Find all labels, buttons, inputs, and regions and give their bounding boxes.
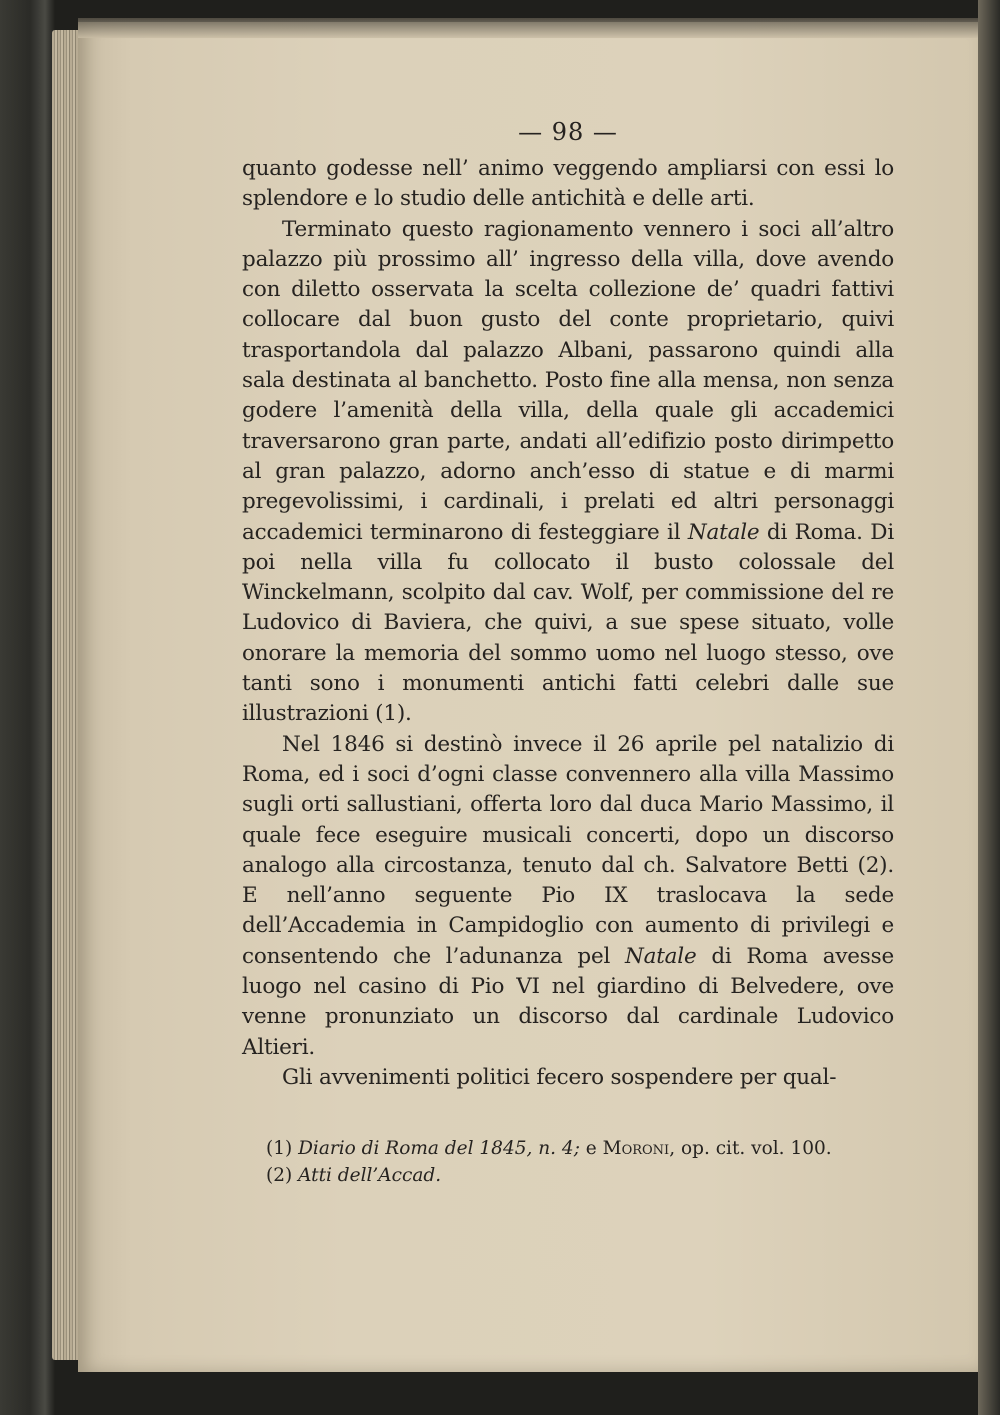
italic-text: Diario di Roma del 1845, n. 4;	[298, 1138, 580, 1160]
paragraph	[242, 154, 894, 215]
author-name: Moroni,	[602, 1138, 676, 1160]
footnote	[266, 1135, 894, 1162]
text-run: (2)	[266, 1165, 299, 1187]
italic-text: Natale	[687, 519, 760, 545]
paragraph	[242, 215, 894, 730]
text-run: e	[579, 1138, 603, 1160]
italic-text: Atti dell’Accad.	[298, 1165, 442, 1187]
text-run: op. cit. vol. 100.	[675, 1138, 832, 1160]
paragraph	[242, 1063, 894, 1093]
text-run: Terminato questo ragionamento vennero i soci all’altro palazzo più prossimo all’ ingresso della villa, dove avendo con diletto osservata la scelta collezione de’ quadri fattivi collocare dal buon gusto del conte proprietario, quivi trasportandola dal palazzo Albani, passarono quindi alla sala destinata al banchetto. Posto fine alla mensa, non senza godere l’amenità della villa, della quale gli accademici traversarono gran parte, andati all’edifizio posto dirimpetto al gran palazzo, adorno anch’esso di statue e di marmi pregevolissimi, i cardinali, i prelati ed altri personaggi accademici terminarono di festeggiare il	[242, 216, 894, 545]
page-content	[242, 118, 894, 1189]
page-top-shadow	[78, 18, 978, 38]
footnote	[266, 1162, 894, 1189]
text-run: quanto godesse nell’ animo veggendo ampliarsi con essi lo splendore e lo studio delle antichità e delle arti.	[242, 156, 894, 212]
text-run: di Roma. Di poi nella villa fu collocato il busto colossale del Winckelmann, scolpito dal cav. Wolf, per commissione del re Ludovico di Baviera, che quivi, a sue spese situato, volle onorare la memoria del sommo uomo nel luogo stesso, ove tanti sono i monumenti antichi fatti celebri dalle sue illustrazioni (1).	[242, 519, 894, 727]
text-run: Gli avvenimenti politici fecero sospendere per qual-	[282, 1064, 837, 1090]
italic-text: Natale	[625, 943, 697, 969]
paragraph	[242, 730, 894, 1063]
page-number: — 98 —	[518, 118, 618, 146]
text-run: di Roma avesse luogo nel casino di Pio VI nel giardino di Belvedere, ove venne pronunziato un discorso dal cardinale Ludovico Altieri.	[242, 943, 895, 1060]
text-run: (1)	[266, 1138, 299, 1160]
body-text	[242, 154, 894, 1093]
right-margin-edge	[978, 0, 1000, 1415]
footnotes	[242, 1135, 894, 1189]
text-run: Nel 1846 si destinò invece il 26 aprile pel natalizio di Roma, ed i soci d’ogni classe convennero alla villa Massimo sugli orti sallustiani, offerta loro dal duca Mario Massimo, il quale fece eseguire musicali concerti, dopo un discorso analogo alla circostanza, tenuto dal ch. Salvatore Betti (2). E nell’anno seguente Pio IX traslocava la sede dell’Accademia in Campidoglio con aumento di privilegi e consentendo che l’adunanza pel	[242, 731, 894, 969]
